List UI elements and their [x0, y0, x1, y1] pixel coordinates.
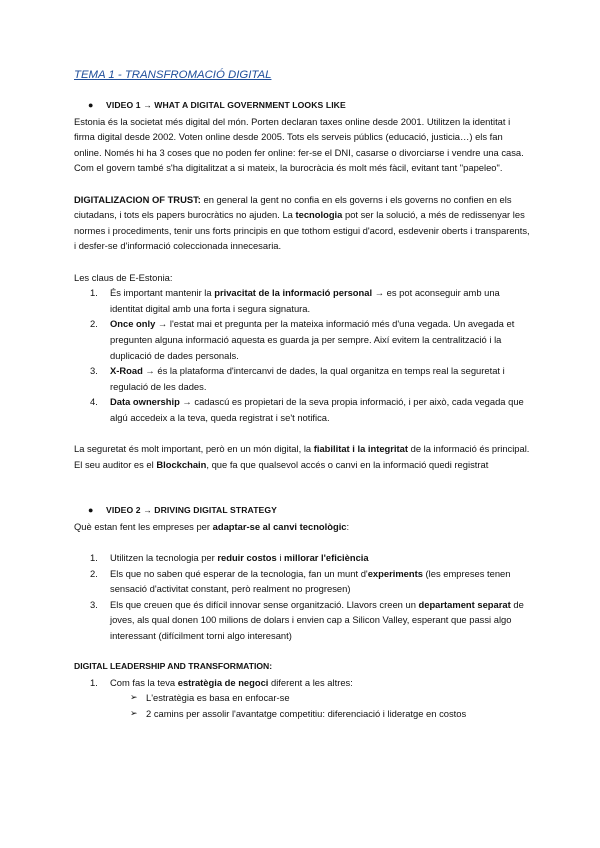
- list-item: 3. X-Road → és la plataforma d'intercanvi de dades, la qual organitza en temps real la seguretat i regulació de les dades.: [90, 365, 505, 392]
- list-item: 1. Utilitzen la tecnologia per reduir costos i millorar l'eficiència: [90, 552, 369, 564]
- sub-list-item: ➢ 2 camins per assolir l'avantatge competitiu: diferenciació i lideratge en costos: [74, 706, 530, 722]
- claus-intro: Les claus de E-Estonia:: [74, 271, 173, 283]
- bullet-icon: ●: [88, 100, 94, 110]
- list-item: 2. Once only → l'estat mai et pregunta per la mateixa informació més d'una vegada. Un avegada et pregunten alguna informació aquesta es guarda ja per sempre. Així evitem la centralització i la duplicació de dades personals.: [90, 318, 515, 361]
- sub-list-item: ➢ L'estratègia es basa en enfocar-se: [74, 690, 530, 706]
- trust-label: DIGITALIZACION OF TRUST:: [74, 193, 201, 205]
- leadership-list: [74, 675, 530, 691]
- bullet-icon: ●: [88, 505, 94, 516]
- page-title: TEMA 1 - TRANSFROMACIÓ DIGITAL: [74, 69, 272, 81]
- security-paragraph: La seguretat és molt important, però en un món digital, la fiabilitat i la integritat de la informació és principal. El seu auditor es el Blockchain, que fa que qualsevol accés o canvi en la informació quedi registrat: [74, 443, 530, 470]
- video1-paragraph-2: Com el govern també s'ha digitalitzat a si mateix, la burocràcia és molt més fàcil, evitant tant "papeleo".: [74, 162, 503, 174]
- list-item: 2. Els que no saben qué esperar de la tecnologia, fan un munt d'experiments (les empreses tenen sensació d'activitat constant, però realment no progresen): [90, 567, 511, 595]
- list-item: 4. Data ownership → cadascú es propietari de la seva propia informació, i per això, cada vegada que algú accedeix a la teva, queda registrat i se't notifica.: [90, 396, 524, 423]
- video2-heading-text: VIDEO 2 → DRIVING DIGITAL STRATEGY: [106, 505, 277, 516]
- video1-heading-text: VIDEO 1 → WHAT A DIGITAL GOVERNMENT LOOKS LIKE: [106, 100, 346, 110]
- list-item: 1. És important mantenir la privacitat de la informació personal → es pot aconseguir amb una identitat digital amb una forta i segura signatura.: [90, 287, 500, 314]
- list-item: 1. Com fas la teva estratègia de negoci diferent a les altres:: [90, 676, 353, 688]
- document-page: [74, 68, 530, 722]
- leadership-heading: DIGITAL LEADERSHIP AND TRANSFORMATION:: [74, 661, 273, 672]
- video2-list: [74, 550, 530, 644]
- trust-paragraph: DIGITALIZACION OF TRUST: en general la gent no confia en els governs i els governs no confien en els ciutadans, i tots els papers burocràtics no ajuden. La tecnologia pot ser la solució, a més de redissenyar les normes i procediments, tenir uns forts principis en que tothom estigui d'acord, esdevenir oberts i transparents, i desfer-se d'informació coleccionada innecesaria.: [74, 193, 530, 252]
- arrow-bullet-icon: ➢: [130, 692, 138, 703]
- list-item: 3. Els que creuen que és difícil innovar sense organització. Llavors creen un departament separat de joves, als qual donen 100 milions de dolars i envien cap a Silicon Valley, esperant que passi algo interessant (difícilment torni algo interesant): [90, 598, 524, 641]
- video1-paragraph-1: Estonia és la societat més digital del món. Porten declaran taxes online desde 2001. Utilitzen la identitat i firma digital desde 2002. Voten online desde 2005. Tots els serveis públics (educació, justicia…) els fan online. Només hi ha 3 coses que no poden fer online: fer-se el DNI, casarse o divorciarse i vendre una casa.: [74, 115, 524, 158]
- arrow-bullet-icon: ➢: [130, 707, 138, 718]
- claus-list: [74, 285, 530, 425]
- video1-heading: [74, 98, 530, 114]
- video2-heading: [74, 503, 530, 519]
- video2-intro: Què estan fent les empreses per adaptar-se al canvi tecnològic:: [74, 520, 350, 532]
